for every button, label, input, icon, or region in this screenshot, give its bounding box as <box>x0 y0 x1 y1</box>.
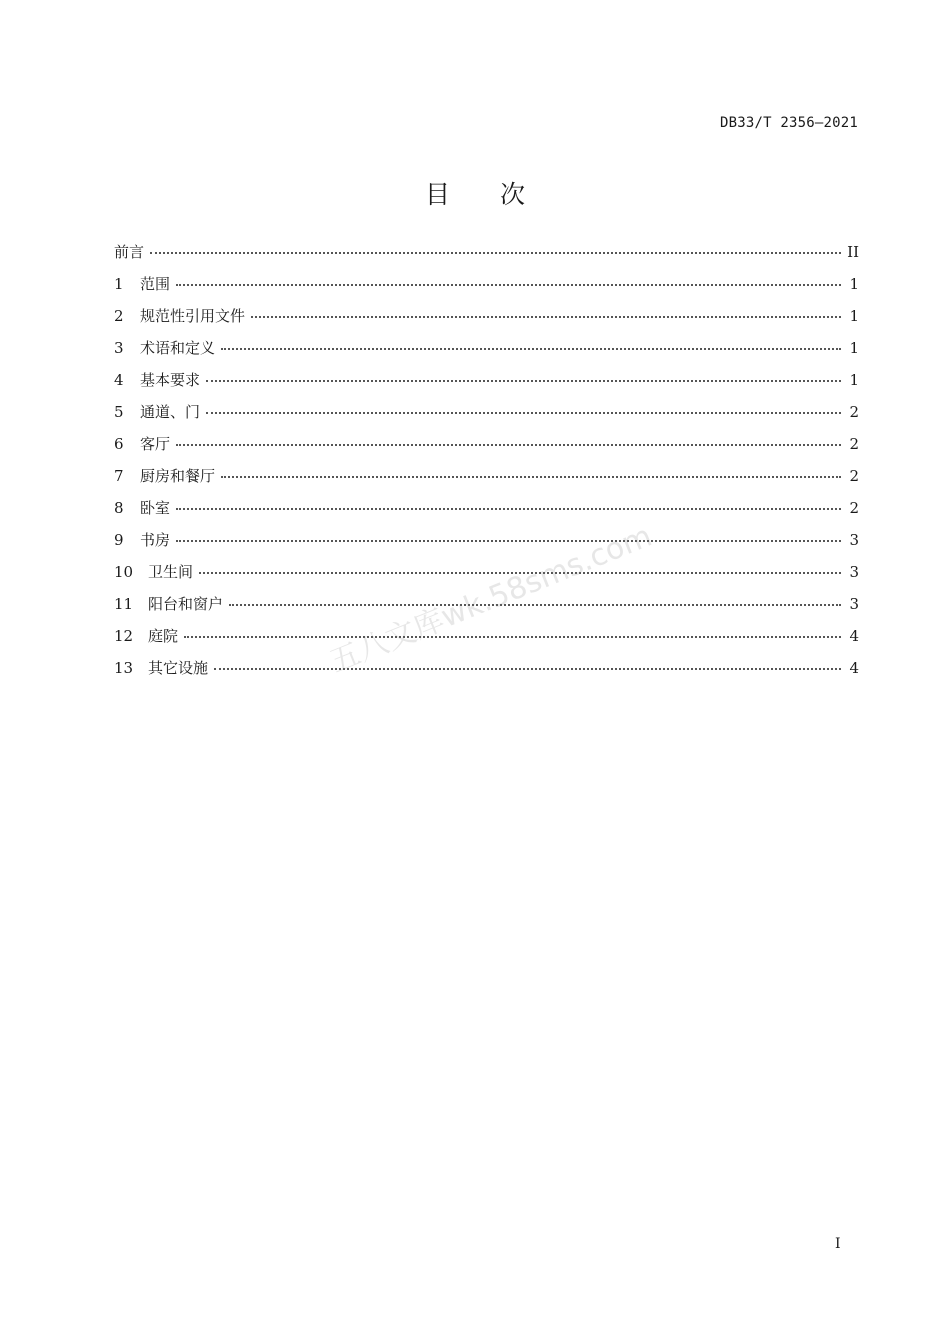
toc-entry-number: 4 <box>114 371 124 389</box>
toc-entry-number: 1 <box>114 275 124 293</box>
title-char-1: 目 <box>424 179 450 209</box>
toc-entry-number: 6 <box>114 435 124 453</box>
toc-entry-label: 书房 <box>140 531 171 549</box>
toc-entry-number: 8 <box>114 499 124 517</box>
watermark: 五八文库wk.58sms.com <box>324 518 657 680</box>
dot-leader <box>221 347 841 350</box>
dot-leader <box>206 379 841 382</box>
toc-entry-number: 2 <box>114 307 124 325</box>
toc-page-number: 3 <box>849 563 859 581</box>
toc-entry-number: 11 <box>114 595 134 613</box>
toc-entry[interactable] <box>114 433 859 465</box>
toc-entry-label: 通道、门 <box>140 403 201 421</box>
toc-entry-label: 其它设施 <box>148 659 209 677</box>
page-title <box>0 175 950 211</box>
toc-entry-label: 厨房和餐厅 <box>140 467 216 485</box>
toc-entry[interactable] <box>114 241 859 273</box>
toc-page-number: 3 <box>849 531 859 549</box>
toc-entry[interactable] <box>114 305 859 337</box>
toc-page-number: 1 <box>849 275 859 293</box>
toc-entry-label: 庭院 <box>148 627 179 645</box>
dot-leader <box>176 539 841 542</box>
toc-page-number: 2 <box>849 403 859 421</box>
toc-page-number: 2 <box>849 467 859 485</box>
toc-entry-number: 5 <box>114 403 124 421</box>
toc-entry[interactable] <box>114 401 859 433</box>
toc-page-number: 1 <box>849 339 859 357</box>
toc-entry[interactable] <box>114 337 859 369</box>
toc-entry-number: 9 <box>114 531 124 549</box>
toc-entry-label: 前言 <box>114 243 145 261</box>
toc-entry-label: 卧室 <box>140 499 171 517</box>
toc-entry-number: 12 <box>114 627 134 645</box>
toc-entry-label: 范围 <box>140 275 171 293</box>
toc-entry-label: 卫生间 <box>148 563 194 581</box>
toc-entry-number: 13 <box>114 659 134 677</box>
toc-page-number: 4 <box>849 659 859 677</box>
toc-page-number: 3 <box>849 595 859 613</box>
toc-entry[interactable] <box>114 465 859 497</box>
toc-entry-number: 3 <box>114 339 124 357</box>
toc-page-number: 4 <box>849 627 859 645</box>
title-char-2: 次 <box>500 179 526 209</box>
toc-entry-number: 10 <box>114 563 134 581</box>
toc-page-number: 1 <box>849 371 859 389</box>
dot-leader <box>229 603 841 606</box>
toc-page-number: 2 <box>849 435 859 453</box>
footer-page-number: I <box>835 1236 841 1252</box>
toc-entry-label: 客厅 <box>140 435 171 453</box>
toc-entry-label: 规范性引用文件 <box>140 307 246 325</box>
toc-entry-number: 7 <box>114 467 124 485</box>
toc-page-number: 1 <box>849 307 859 325</box>
toc-entry-label: 基本要求 <box>140 371 201 389</box>
dot-leader <box>199 571 841 574</box>
dot-leader <box>221 475 841 478</box>
table-of-contents <box>114 241 859 689</box>
toc-entry[interactable] <box>114 593 859 625</box>
toc-entry[interactable] <box>114 561 859 593</box>
toc-entry[interactable] <box>114 497 859 529</box>
dot-leader <box>176 443 841 446</box>
toc-entry-label: 术语和定义 <box>140 339 216 357</box>
toc-page-number: II <box>847 243 859 261</box>
toc-entry-label: 阳台和窗户 <box>148 595 224 613</box>
toc-entry[interactable] <box>114 529 859 561</box>
toc-entry[interactable] <box>114 369 859 401</box>
document-code: DB33/T 2356—2021 <box>719 115 858 131</box>
dot-leader <box>214 667 841 670</box>
dot-leader <box>206 411 841 414</box>
toc-entry[interactable] <box>114 625 859 657</box>
dot-leader <box>184 635 841 638</box>
dot-leader <box>150 251 841 254</box>
toc-entry[interactable] <box>114 273 859 305</box>
dot-leader <box>251 315 841 318</box>
toc-page-number: 2 <box>849 499 859 517</box>
toc-entry[interactable] <box>114 657 859 689</box>
dot-leader <box>176 507 841 510</box>
dot-leader <box>176 283 841 286</box>
